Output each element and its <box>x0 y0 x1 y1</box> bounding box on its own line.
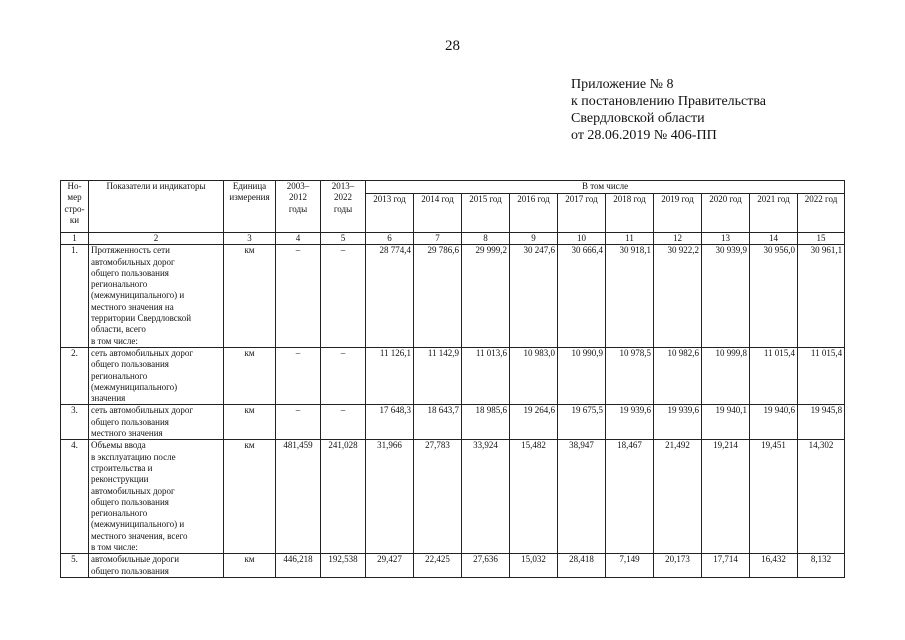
row-value: 27,783 <box>414 440 462 554</box>
row-value: 30 918,1 <box>606 245 654 348</box>
column-number: 15 <box>798 233 845 245</box>
column-number: 5 <box>321 233 366 245</box>
header-year: 2022 год <box>798 194 845 233</box>
row-number: 1. <box>61 245 89 348</box>
header-year: 2020 год <box>702 194 750 233</box>
row-value: 30 247,6 <box>510 245 558 348</box>
header-year: 2018 год <box>606 194 654 233</box>
row-value: 11 015,4 <box>750 347 798 404</box>
row-period-2013-2022: – <box>321 405 366 440</box>
row-period-2003-2012: 446,218 <box>276 554 321 578</box>
table-row <box>61 440 845 554</box>
appendix-line: к постановлению Правительства <box>571 94 767 109</box>
row-value: 18 985,6 <box>462 405 510 440</box>
row-unit: км <box>224 245 276 348</box>
row-period-2003-2012: 481,459 <box>276 440 321 554</box>
row-value: 19,214 <box>702 440 750 554</box>
row-period-2013-2022: – <box>321 347 366 404</box>
table-row <box>61 245 845 348</box>
row-indicator: автомобильные дороги общего пользования <box>89 554 224 578</box>
column-number: 3 <box>224 233 276 245</box>
row-value: 7,149 <box>606 554 654 578</box>
row-value: 27,636 <box>462 554 510 578</box>
row-value: 16,432 <box>750 554 798 578</box>
row-value: 28,418 <box>558 554 606 578</box>
row-period-2013-2022: – <box>321 245 366 348</box>
column-number: 11 <box>606 233 654 245</box>
row-value: 31,966 <box>366 440 414 554</box>
row-period-2013-2022: 192,538 <box>321 554 366 578</box>
row-value: 30 939,9 <box>702 245 750 348</box>
header-year: 2016 год <box>510 194 558 233</box>
row-value: 10 999,8 <box>702 347 750 404</box>
row-value: 10 983,0 <box>510 347 558 404</box>
appendix-line: Приложение № 8 <box>571 77 674 92</box>
row-value: 8,132 <box>798 554 845 578</box>
header-year: 2015 год <box>462 194 510 233</box>
header-period-2013-2022: 2013– 2022 годы <box>321 181 366 233</box>
header-indicator: Показатели и индикаторы <box>89 181 224 233</box>
header-year: 2017 год <box>558 194 606 233</box>
header-year: 2021 год <box>750 194 798 233</box>
column-number: 9 <box>510 233 558 245</box>
row-value: 17,714 <box>702 554 750 578</box>
row-value: 19 945,8 <box>798 405 845 440</box>
row-value: 29,427 <box>366 554 414 578</box>
row-value: 11 013,6 <box>462 347 510 404</box>
row-value: 30 956,0 <box>750 245 798 348</box>
row-value: 28 774,4 <box>366 245 414 348</box>
column-number: 14 <box>750 233 798 245</box>
row-number: 5. <box>61 554 89 578</box>
row-value: 18 643,7 <box>414 405 462 440</box>
table-row <box>61 554 845 578</box>
row-value: 19,451 <box>750 440 798 554</box>
row-value: 30 961,1 <box>798 245 845 348</box>
column-number-row <box>61 233 845 245</box>
row-value: 15,032 <box>510 554 558 578</box>
row-period-2003-2012: – <box>276 245 321 348</box>
row-value: 22,425 <box>414 554 462 578</box>
header-unit: Единица измерения <box>224 181 276 233</box>
row-value: 19 675,5 <box>558 405 606 440</box>
column-number: 8 <box>462 233 510 245</box>
row-number: 3. <box>61 405 89 440</box>
row-value: 29 786,6 <box>414 245 462 348</box>
row-value: 29 999,2 <box>462 245 510 348</box>
row-value: 30 922,2 <box>654 245 702 348</box>
indicators-table <box>60 180 845 578</box>
header-year: 2013 год <box>366 194 414 233</box>
header-period-2003-2012: 2003– 2012 годы <box>276 181 321 233</box>
row-value: 10 978,5 <box>606 347 654 404</box>
row-value: 11 126,1 <box>366 347 414 404</box>
row-value: 30 666,4 <box>558 245 606 348</box>
page-number: 28 <box>445 38 460 54</box>
column-number: 13 <box>702 233 750 245</box>
row-value: 14,302 <box>798 440 845 554</box>
row-indicator: сеть автомобильных дорог общего пользования регионального (межмуниципального) значения <box>89 347 224 404</box>
column-number: 4 <box>276 233 321 245</box>
row-value: 17 648,3 <box>366 405 414 440</box>
row-value: 21,492 <box>654 440 702 554</box>
column-number: 1 <box>61 233 89 245</box>
row-value: 10 990,9 <box>558 347 606 404</box>
appendix-line: Свердловской области <box>571 111 705 126</box>
row-unit: км <box>224 347 276 404</box>
column-number: 7 <box>414 233 462 245</box>
row-value: 19 940,1 <box>702 405 750 440</box>
row-unit: км <box>224 405 276 440</box>
row-value: 20,173 <box>654 554 702 578</box>
row-value: 11 015,4 <box>798 347 845 404</box>
column-number: 12 <box>654 233 702 245</box>
row-indicator: сеть автомобильных дорог общего пользования местного значения <box>89 405 224 440</box>
appendix-header <box>571 76 766 144</box>
row-unit: км <box>224 440 276 554</box>
column-number: 2 <box>89 233 224 245</box>
row-number: 4. <box>61 440 89 554</box>
row-value: 19 939,6 <box>606 405 654 440</box>
row-period-2003-2012: – <box>276 405 321 440</box>
row-value: 11 142,9 <box>414 347 462 404</box>
row-value: 38,947 <box>558 440 606 554</box>
row-value: 19 939,6 <box>654 405 702 440</box>
row-period-2013-2022: 241,028 <box>321 440 366 554</box>
row-period-2003-2012: – <box>276 347 321 404</box>
row-value: 18,467 <box>606 440 654 554</box>
row-value: 15,482 <box>510 440 558 554</box>
row-value: 33,924 <box>462 440 510 554</box>
header-including: В том числе <box>366 181 845 194</box>
column-number: 10 <box>558 233 606 245</box>
column-number: 6 <box>366 233 414 245</box>
row-indicator: Протяженность сети автомобильных дорог общего пользования регионального (межмуниципального) и местного значения на территории Свердловской области, всего в том числе: <box>89 245 224 348</box>
row-value: 10 982,6 <box>654 347 702 404</box>
appendix-line: от 28.06.2019 № 406-ПП <box>571 128 717 143</box>
table-row <box>61 347 845 404</box>
header-year: 2019 год <box>654 194 702 233</box>
row-indicator: Объемы ввода в эксплуатацию после строительства и реконструкции автомобильных дорог общего пользования регионального (межмуниципального) и местного значения, всего в том числе: <box>89 440 224 554</box>
header-year: 2014 год <box>414 194 462 233</box>
row-number: 2. <box>61 347 89 404</box>
row-value: 19 264,6 <box>510 405 558 440</box>
row-unit: км <box>224 554 276 578</box>
row-value: 19 940,6 <box>750 405 798 440</box>
table-row <box>61 405 845 440</box>
header-row-number: Но- мер стро- ки <box>61 181 89 233</box>
